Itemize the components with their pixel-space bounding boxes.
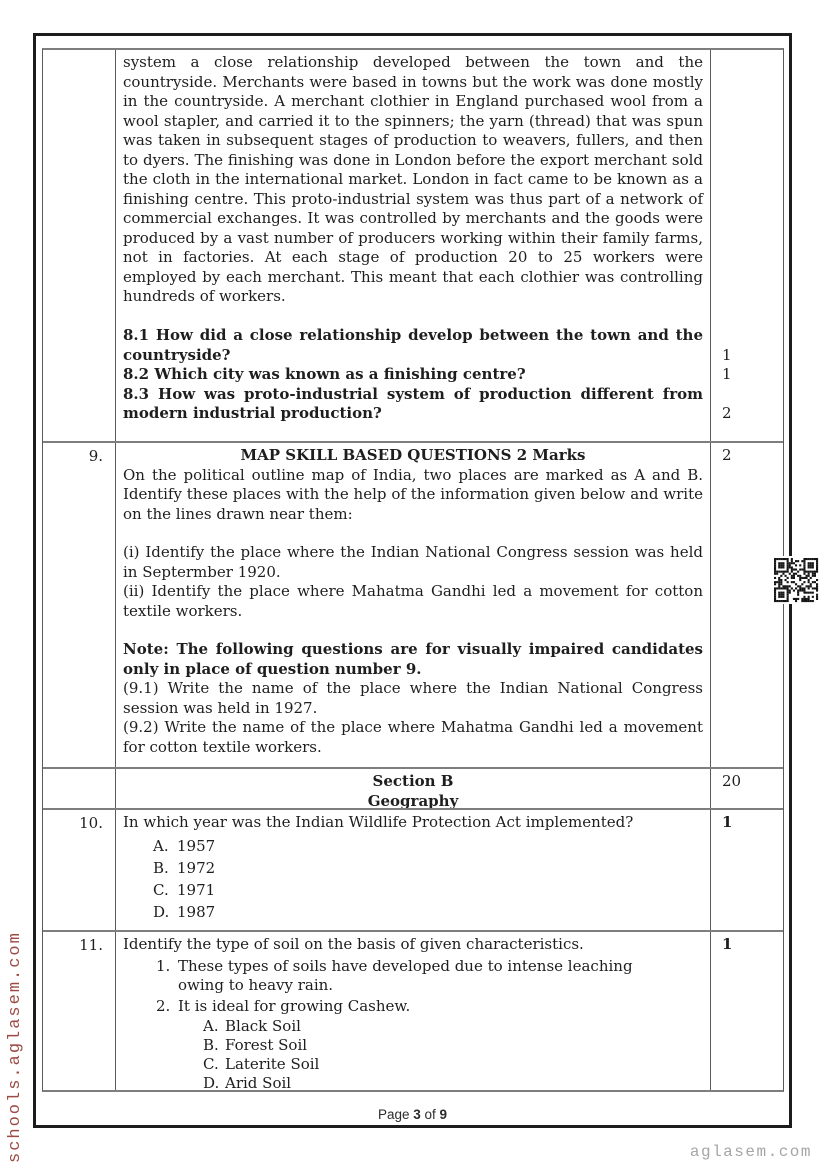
- option-text: 1971: [177, 880, 216, 899]
- q9-map-item-1: (i) Identify the place where the Indian National Congress session was held in Septermber 1920.: [123, 543, 703, 581]
- q8-subquestion-1: 8.1 How did a close relationship develop between the town and the countryside?: [123, 326, 703, 364]
- q9-heading: MAP SKILL BASED QUESTIONS 2 Marks: [240, 446, 586, 464]
- option-label: A.: [153, 836, 169, 855]
- q11-marks: 1: [722, 935, 733, 953]
- qr-code-icon: [772, 556, 820, 604]
- option-label: C.: [203, 1054, 219, 1073]
- option-text: 1957: [177, 836, 216, 855]
- q9-vi-question-2: (9.2) Write the name of the place where Mahatma Gandhi led a movement for cotton textile workers.: [123, 718, 703, 756]
- option-label: A.: [203, 1016, 219, 1035]
- q11-option-d: [203, 1074, 703, 1091]
- footer-total-pages: 9: [439, 1107, 448, 1122]
- option-label: D.: [153, 902, 170, 921]
- option-label: B.: [153, 858, 169, 877]
- q10-options: [153, 835, 703, 923]
- section-title: Section B: [372, 772, 454, 790]
- marks-cell: [711, 50, 783, 441]
- q8-2-marks: 1: [722, 365, 732, 383]
- option-label: C.: [153, 880, 169, 899]
- q9-map-item-2: (ii) Identify the place where Mahatma Gandhi led a movement for cotton textile workers.: [123, 582, 703, 620]
- row-q8-continuation: [43, 50, 783, 441]
- q11-clue-1: [156, 957, 703, 995]
- option-text: Laterite Soil: [225, 1054, 320, 1073]
- page-footer: [36, 1107, 789, 1122]
- footer-page-number: 3: [413, 1107, 421, 1122]
- option-text: 1972: [177, 858, 216, 877]
- footer-of-label: of: [424, 1107, 436, 1122]
- q8-passage: system a close relationship developed between the town and the countryside. Merchants were based in towns but the work was done mostly in the countryside. A merchant clothier in England purchased wool from a wool stapler, and carried it to the spinners; the yarn (thread) that was spun was taken in subsequent stages of production to weavers, fullers, and then to dyers. The finishing was done in London before the export merchant sold the cloth in the international market. London in fact came to be known as a finishing centre. This proto-industrial system was thus part of a network of commercial exchanges. It was controlled by merchants and the goods were produced by a vast number of producers working within their family farms, not in factories. At each stage of production 20 to 25 workers were employed by each merchant. This meant that each clothier was controlling hundreds of workers.: [123, 53, 703, 305]
- q10-option-d: [153, 901, 703, 923]
- marks-cell: [711, 932, 783, 1090]
- option-label: D.: [203, 1073, 220, 1090]
- question-content-cell: [116, 932, 711, 1090]
- q10-option-b: [153, 857, 703, 879]
- q11-clue-2: [156, 997, 703, 1016]
- q9-note: Note: The following questions are for visually impaired candidates only in place of question number 9.: [123, 640, 703, 678]
- question-table: [42, 48, 784, 1092]
- section-b-marks: 20: [722, 772, 742, 790]
- marks-cell: [711, 769, 783, 808]
- clue-label: 2.: [156, 996, 171, 1015]
- section-header-cell: [116, 769, 711, 808]
- marks-cell: [711, 810, 783, 930]
- option-text: Forest Soil: [225, 1035, 308, 1054]
- q11-number: 11.: [79, 936, 103, 954]
- q11-question: Identify the type of soil on the basis of given characteristics.: [123, 935, 584, 953]
- question-number-cell: [43, 50, 116, 441]
- q11-option-a: [203, 1017, 703, 1036]
- side-watermark-text: schools.aglasem.com: [6, 931, 25, 1163]
- q11-options: [203, 1017, 703, 1091]
- row-q11: [43, 930, 783, 1090]
- q8-subquestion-2: 8.2 Which city was known as a finishing centre?: [123, 365, 526, 383]
- footer-page-label: Page: [377, 1107, 410, 1122]
- option-text: 1987: [177, 902, 216, 921]
- option-text: Black Soil: [225, 1016, 301, 1035]
- section-subtitle: Geography: [367, 791, 459, 808]
- q8-subquestion-3: 8.3 How was proto-industrial system of production different from modern industrial production?: [123, 384, 703, 422]
- question-content-cell: [116, 443, 711, 767]
- clue-text: It is ideal for growing Cashew.: [178, 996, 411, 1015]
- q10-number: 10.: [79, 814, 103, 832]
- q10-option-a: [153, 835, 703, 857]
- q11-option-c: [203, 1055, 703, 1074]
- q11-option-b: [203, 1036, 703, 1055]
- question-content-cell: [116, 50, 711, 441]
- q8-3-marks: 2: [722, 404, 732, 422]
- q9-intro: On the political outline map of India, two places are marked as A and B. Identify these places with the help of the information given below and write on the lines drawn near them:: [123, 465, 703, 523]
- q10-option-c: [153, 879, 703, 901]
- q10-marks: 1: [722, 813, 733, 831]
- q10-question: In which year was the Indian Wildlife Protection Act implemented?: [123, 813, 634, 831]
- row-q10: [43, 808, 783, 930]
- option-text: Arid Soil: [225, 1073, 292, 1090]
- q9-vi-question-1: (9.1) Write the name of the place where the Indian National Congress session was held in 1927.: [123, 679, 703, 717]
- question-number-cell: [43, 769, 116, 808]
- clue-label: 1.: [156, 956, 171, 975]
- q9-number: 9.: [88, 447, 103, 465]
- question-number-cell: [43, 810, 116, 930]
- question-content-cell: [116, 810, 711, 930]
- marks-cell: [711, 443, 783, 767]
- question-number-cell: [43, 443, 116, 767]
- question-number-cell: [43, 932, 116, 1090]
- bottom-watermark-text: aglasem.com: [689, 1143, 812, 1161]
- row-section-b: [43, 767, 783, 808]
- row-q9: [43, 441, 783, 767]
- q9-marks: 2: [722, 446, 732, 464]
- q8-subquestions: [123, 326, 703, 424]
- option-label: B.: [203, 1035, 219, 1054]
- page-frame: [33, 33, 792, 1128]
- clue-text: These types of soils have developed due to intense leaching owing to heavy rain.: [178, 956, 633, 994]
- q8-1-marks: 1: [722, 346, 732, 364]
